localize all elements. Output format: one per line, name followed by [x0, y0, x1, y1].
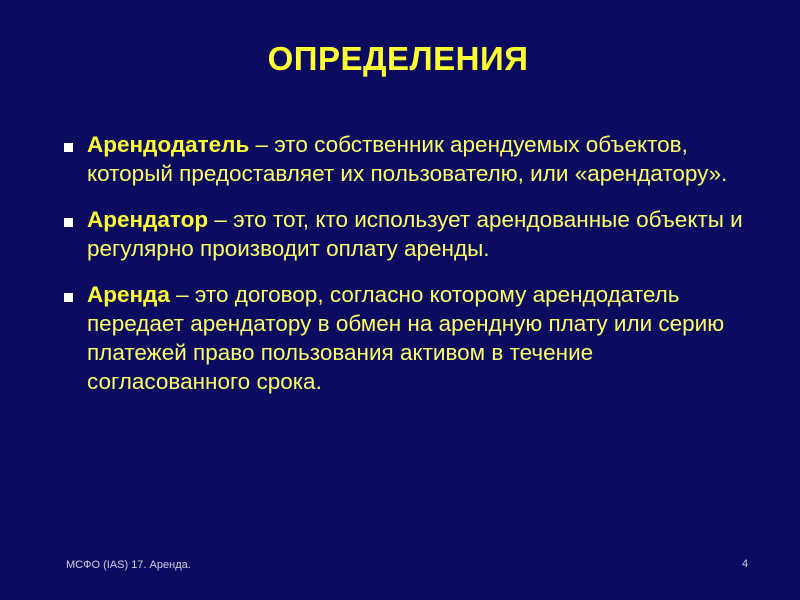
square-bullet-icon	[64, 143, 73, 152]
definitions-list	[60, 130, 750, 413]
definition-text: – это договор, согласно которому арендодатель передает арендатору в обмен на арендную плату или серию платежей право пользования активом в течение согласованного срока.	[87, 282, 725, 394]
list-item	[60, 280, 750, 396]
footer-caption: МСФО (IAS) 17. Аренда.	[66, 559, 191, 571]
list-item	[60, 130, 750, 188]
definition-text: – это тот, кто использует арендованные объекты и регулярно производит оплату аренды.	[87, 207, 743, 261]
page-number: 4	[742, 558, 749, 570]
slide-title: ОПРЕДЕЛЕНИЯ	[267, 40, 529, 77]
square-bullet-icon	[64, 293, 73, 302]
definition-term: Арендодатель	[87, 132, 250, 157]
square-bullet-icon	[64, 218, 73, 227]
definition-term: Арендатор	[87, 207, 209, 232]
definition-text: – это собственник арендуемых объектов, который предоставляет их пользователю, или «арендатору».	[87, 132, 728, 186]
definition-term: Аренда	[87, 282, 170, 307]
list-item	[60, 205, 750, 263]
